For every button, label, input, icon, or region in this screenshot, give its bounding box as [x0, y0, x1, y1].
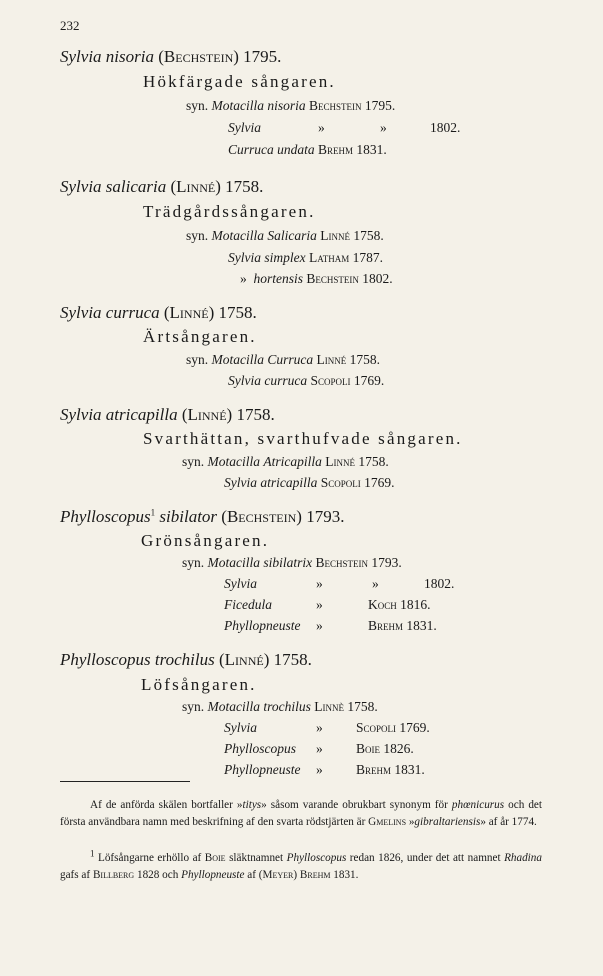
synonym-genus: Sylvia	[224, 720, 257, 735]
synonym-author-year: Brehm 1831.	[368, 618, 437, 633]
species-heading: Sylvia nisoria (Bechstein) 1795.	[60, 47, 282, 66]
footnote-rule	[60, 781, 190, 782]
synonym-line: syn. Motacilla Curruca Linné 1758.	[186, 352, 381, 367]
vernacular-name: Löfsångaren.	[141, 675, 257, 694]
ditto-mark: »	[316, 741, 323, 756]
ditto-mark: »	[372, 576, 379, 591]
vernacular-name: Ärtsångaren.	[143, 327, 257, 346]
year: 1795.	[243, 47, 282, 66]
synonym-line: Curruca undata Brehm 1831.	[228, 142, 387, 157]
ditto-mark: »	[316, 762, 323, 777]
synonym-genus: Phyllopneuste	[224, 618, 301, 633]
footnote-1: $^1$ Löfsångarne erhöllo af Boie släktnamnet Phylloscopus redan 1826, under det att namnet Rhadina gafs af Billberg 1828 och Phyllopneuste af (Meyer) Brehm 1831.	[60, 848, 542, 881]
synonym-line: syn. Motacilla nisoria Bechstein 1795.	[186, 98, 396, 113]
synonym-genus: Phyllopneuste	[224, 762, 301, 777]
synonym-genus: Sylvia	[224, 576, 257, 591]
synonym-author-year: Scopoli 1769.	[356, 720, 430, 735]
synonym-line: Sylvia simplex Latham 1787.	[228, 250, 383, 265]
vernacular-name: Grönsångaren.	[141, 531, 270, 550]
synonym-line: syn. Motacilla trochilus Linnè 1758.	[182, 699, 378, 714]
synonym-genus: Ficedula	[224, 597, 272, 612]
genus: Sylvia	[60, 47, 102, 66]
ditto-mark: »	[316, 720, 323, 735]
synonym-year: 1802.	[424, 576, 455, 591]
vernacular-name: Trädgårdssångaren.	[143, 202, 316, 221]
species: nisoria	[105, 47, 154, 66]
synonym-line: Sylvia atricapilla Scopoli 1769.	[224, 475, 395, 490]
species-heading: Sylvia curruca (Linné) 1758.	[60, 303, 257, 322]
synonym-year: 1802.	[430, 120, 461, 135]
species-heading: Phylloscopus$^1$ sibilator (Bechstein) 1793.	[60, 507, 345, 526]
vernacular-name: Svarthättan, svarthufvade sångaren.	[143, 429, 463, 448]
synonym-author-year: Brehm 1831.	[356, 762, 425, 777]
vernacular-name: Hökfärgade sångaren.	[143, 72, 336, 91]
ditto-mark: »	[316, 618, 323, 633]
species-heading: Sylvia atricapilla (Linné) 1758.	[60, 405, 275, 424]
ditto-mark: »	[316, 597, 323, 612]
ditto-mark: »	[380, 120, 387, 135]
synonym-line: syn. Motacilla sibilatrix Bechstein 1793.	[182, 555, 402, 570]
synonym-genus: Sylvia	[228, 120, 261, 135]
synonym-line: syn. Motacilla Atricapilla Linné 1758.	[182, 454, 389, 469]
page-number: 232	[60, 18, 80, 33]
synonym-author-year: Koch 1816.	[368, 597, 431, 612]
species-heading: Sylvia salicaria (Linné) 1758.	[60, 177, 264, 196]
synonym-author-year: Boie 1826.	[356, 741, 414, 756]
footnote-paragraph: Af de anförda skälen bortfaller »titys» såsom varande obrukbart synonym för phœnicurus och det första användbara namn med beskrifning af den svarta rödstjärten är Gmelins »gibraltariensis» af år 1774.	[60, 799, 542, 828]
ditto-mark: »	[316, 576, 323, 591]
species-heading: Phylloscopus trochilus (Linné) 1758.	[60, 650, 312, 669]
synonym-line: » hortensis Bechstein 1802.	[240, 271, 393, 286]
synonym-line: Sylvia curruca Scopoli 1769.	[228, 373, 385, 388]
author: Bechstein	[163, 47, 234, 66]
synonym-line: syn. Motacilla Salicaria Linné 1758.	[186, 228, 384, 243]
ditto-mark: »	[318, 120, 325, 135]
synonym-genus: Phylloscopus	[224, 741, 296, 756]
footnote-mark: 1	[150, 507, 156, 518]
